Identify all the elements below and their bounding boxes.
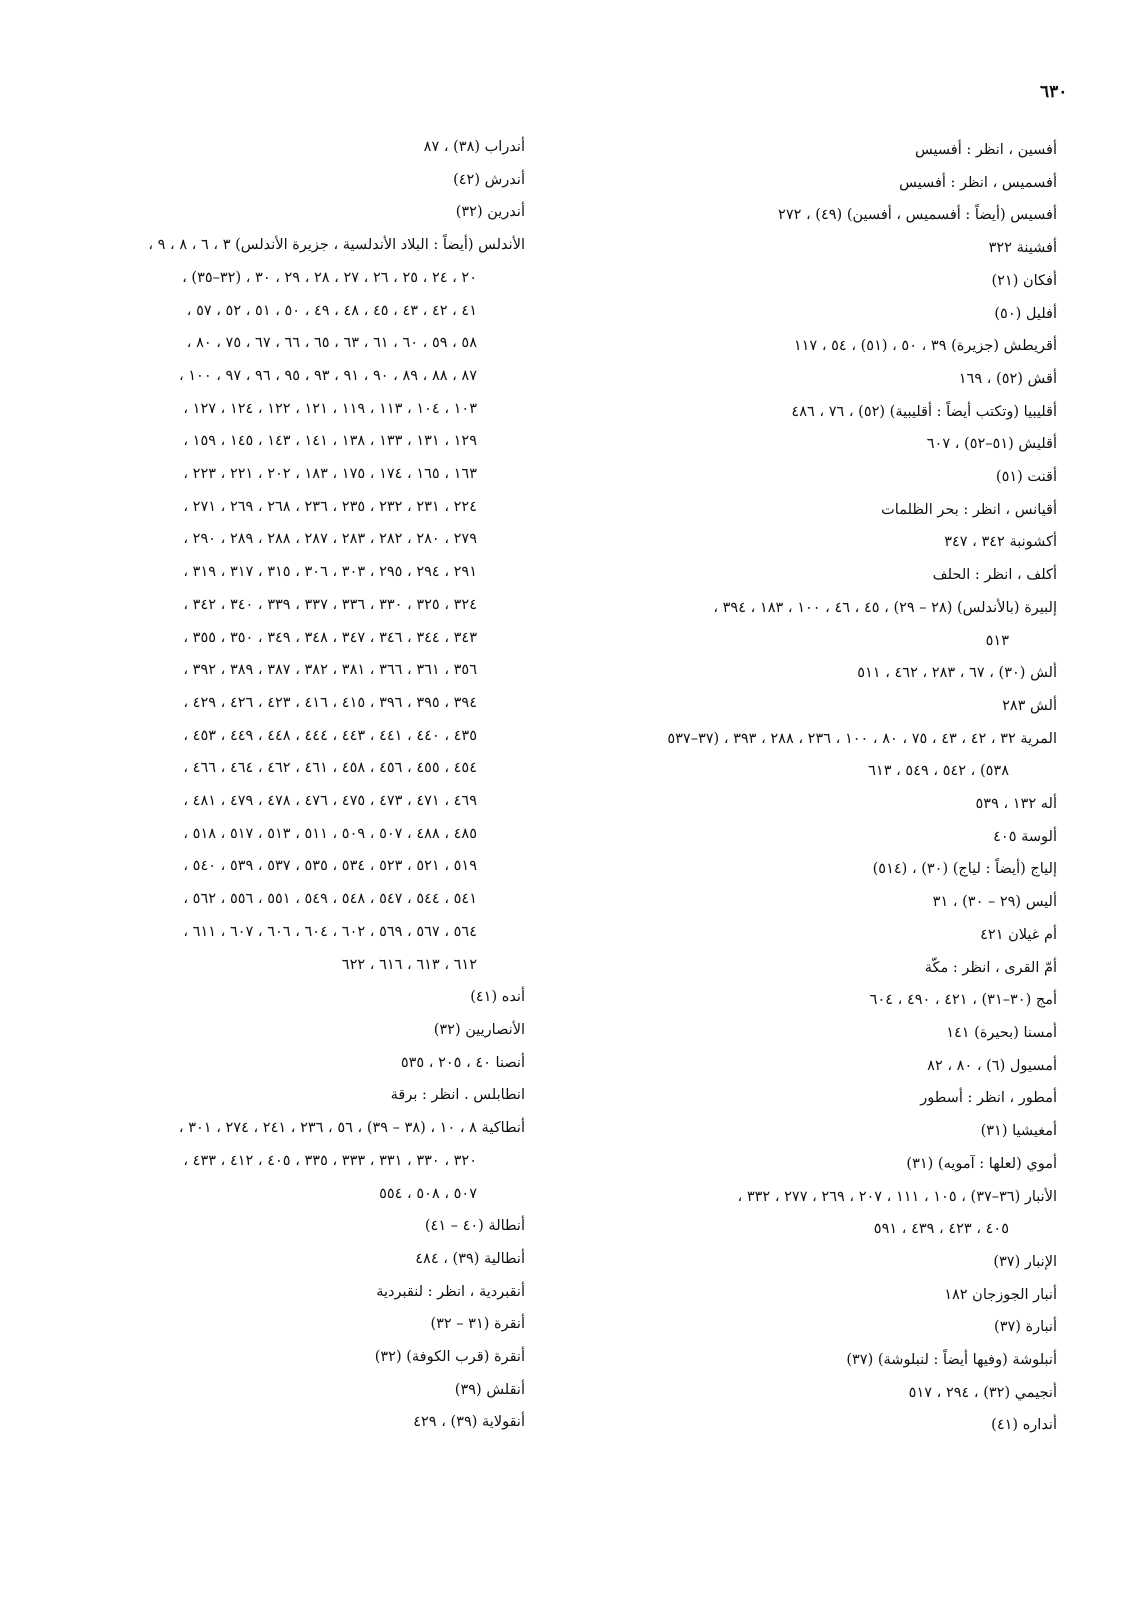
index-entry: أقيانس ، انظر : بحر الظلمات [881, 501, 1057, 518]
index-entry: أكلف ، انظر : الحلف [932, 567, 1057, 584]
index-entry: إلياج (أيضاً : لياج) (٣٠) ، (٥١٤) [872, 861, 1057, 878]
index-entry: أنطالة (٤٠ – ٤١) [424, 1218, 525, 1235]
index-entry: أنطاكية ٨ ، ١٠ ، (٣٨ – ٣٩) ، ٥٦ ، ٢٣٦ ، ٢٤١ ، ٢٧٤ ، ٣٠١ ، [178, 1120, 525, 1137]
index-entry: أندرين (٣٢) [455, 204, 525, 221]
index-entry-continuation: ٥٦٤ ، ٥٦٧ ، ٥٦٩ ، ٦٠٢ ، ٦٠٤ ، ٦٠٦ ، ٦٠٧ ، ٦١١ ، [183, 923, 477, 940]
index-entry: أنبارة (٣٧) [994, 1319, 1057, 1336]
index-entry: أم غيلان ٤٢١ [980, 926, 1057, 943]
index-entry-continuation: ٥٤١ ، ٥٤٤ ، ٥٤٧ ، ٥٤٨ ، ٥٤٩ ، ٥٥١ ، ٥٥٦ ، ٥٦٢ ، [183, 891, 477, 908]
index-entry: أنقلش (٣٩) [454, 1381, 525, 1398]
index-entry-continuation: ١٦٣ ، ١٦٥ ، ١٧٤ ، ١٧٥ ، ١٨٣ ، ٢٠٢ ، ٢٢١ ، ٢٢٣ ، [183, 466, 477, 483]
index-column-right [552, 134, 1057, 1442]
index-entry: أنصنا ٤٠ ، ٢٠٥ ، ٥٣٥ [400, 1054, 525, 1071]
index-entry: أفسيس (أيضاً : أفسميس ، أفسين) (٤٩) ، ٢٧٢ [778, 207, 1057, 224]
index-entry: أنداره (٤١) [991, 1417, 1057, 1434]
index-entry-continuation: ٦١٢ ، ٦١٣ ، ٦١٦ ، ٦٢٢ [341, 956, 477, 973]
index-entry-continuation: ٥١٣ [985, 632, 1009, 649]
index-entry-continuation: ٣٢٤ ، ٣٢٥ ، ٣٣٠ ، ٣٣٦ ، ٣٣٧ ، ٣٣٩ ، ٣٤٠ ، ٣٤٢ ، [183, 596, 477, 613]
index-entry: أمسنا (بحيرة) ١٤١ [946, 1024, 1057, 1041]
index-entry-continuation: ٥٠٧ ، ٥٠٨ ، ٥٥٤ [379, 1185, 477, 1202]
index-entry: أفكان (٢١) [991, 272, 1057, 289]
index-entry-continuation: ٢٩١ ، ٢٩٤ ، ٢٩٥ ، ٣٠٣ ، ٣٠٦ ، ٣١٥ ، ٣١٧ ، ٣١٩ ، [183, 564, 477, 581]
index-entry-continuation: ٤٣٥ ، ٤٤٠ ، ٤٤١ ، ٤٤٣ ، ٤٤٤ ، ٤٤٨ ، ٤٤٩ ، ٤٥٣ ، [183, 727, 477, 744]
index-entry: أقريطش (جزيرة) ٣٩ ، ٥٠ ، (٥١) ، ٥٤ ، ١١٧ [793, 338, 1057, 355]
index-entry-continuation: ١٢٩ ، ١٣١ ، ١٣٣ ، ١٣٨ ، ١٤١ ، ١٤٣ ، ١٤٥ ، ١٥٩ ، [183, 433, 477, 450]
index-entry: أنده (٤١) [470, 989, 525, 1006]
index-entry-continuation: ٣٥٦ ، ٣٦١ ، ٣٦٦ ، ٣٨١ ، ٣٨٢ ، ٣٨٧ ، ٣٨٩ ، ٣٩٢ ، [183, 662, 477, 679]
index-entry: أقنت (٥١) [995, 469, 1057, 486]
index-entry: أفشينة ٣٢٢ [988, 240, 1057, 257]
page-number: ٦٣٠ [1040, 82, 1068, 102]
index-entry: ألش ٢٨٣ [1002, 697, 1057, 714]
index-entry: أفسين ، انظر : أفسيس [914, 142, 1057, 158]
index-entry-continuation: ٨٧ ، ٨٨ ، ٨٩ ، ٩٠ ، ٩١ ، ٩٣ ، ٩٥ ، ٩٦ ، ٩٧ ، ١٠٠ ، [178, 367, 477, 384]
index-entry: أنقرة (٣١ – ٣٢) [430, 1316, 525, 1333]
index-entry: الأنصاريين (٣٢) [433, 1021, 525, 1038]
index-entry: ألوسة ٤٠٥ [993, 828, 1057, 845]
index-entry: أقليش (٥١–٥٢) ، ٦٠٧ [926, 436, 1057, 453]
index-entry: أندراب (٣٨) ، ٨٧ [423, 139, 525, 155]
index-entry: أمغيشيا (٣١) [980, 1123, 1057, 1140]
index-entry: أفليل (٥٠) [994, 305, 1057, 322]
index-entry: أنطالية (٣٩) ، ٤٨٤ [415, 1250, 525, 1267]
index-entry-continuation: ٢٢٤ ، ٢٣١ ، ٢٣٢ ، ٢٣٥ ، ٢٣٦ ، ٢٦٨ ، ٢٦٩ ، ٢٧١ ، [183, 498, 477, 515]
index-entry: أقليبيا (وتكتب أيضاً : أقليبية) (٥٢) ، ٧٦ ، ٤٨٦ [791, 403, 1057, 420]
index-entry: أمطور ، انظر : أسطور [920, 1090, 1057, 1107]
index-entry-continuation: ٤٨٥ ، ٤٨٨ ، ٥٠٧ ، ٥٠٩ ، ٥١١ ، ٥١٣ ، ٥١٧ ، ٥١٨ ، [183, 825, 477, 842]
index-entry: الإنبار (٣٧) [993, 1253, 1057, 1270]
index-entry-continuation: ٥١٩ ، ٥٢١ ، ٥٢٣ ، ٥٣٤ ، ٥٣٥ ، ٥٣٧ ، ٥٣٩ ، ٥٤٠ ، [183, 858, 477, 875]
index-entry: أمّ القرى ، انظر : مكّة [924, 959, 1057, 976]
index-entry-continuation: ٥٣٨) ، ٥٤٢ ، ٥٤٩ ، ٦١٣ [868, 763, 1009, 780]
index-entry: أله ١٣٢ ، ٥٣٩ [975, 796, 1057, 813]
index-entry: ألش (٣٠) ، ٦٧ ، ٢٨٣ ، ٤٦٢ ، ٥١١ [857, 665, 1057, 682]
index-entry: أمسيول (٦) ، ٨٠ ، ٨٢ [927, 1057, 1057, 1074]
index-entry: أنقولاية (٣٩) ، ٤٢٩ [413, 1414, 525, 1431]
index-entry: أمج (٣٠–٣١) ، ٤٢١ ، ٤٩٠ ، ٦٠٤ [869, 992, 1057, 1009]
index-entry-continuation: ٤١ ، ٤٢ ، ٤٣ ، ٤٥ ، ٤٨ ، ٤٩ ، ٥٠ ، ٥١ ، ٥٢ ، ٥٧ ، [186, 302, 477, 319]
index-entry: أليس (٢٩ – ٣٠) ، ٣١ [932, 894, 1057, 911]
index-entry: أنبلوشة (وفيها أيضاً : لنبلوشة) (٣٧) [846, 1352, 1057, 1369]
index-column-left [25, 131, 525, 1439]
index-entry: أنبار الجوزجان ١٨٢ [944, 1286, 1057, 1303]
index-entry: أنجيمي (٣٢) ، ٢٩٤ ، ٥١٧ [908, 1384, 1057, 1401]
index-entry-continuation: ٥٨ ، ٥٩ ، ٦٠ ، ٦١ ، ٦٣ ، ٦٥ ، ٦٦ ، ٦٧ ، ٧٥ ، ٨٠ ، [186, 335, 477, 352]
index-entry: الأنبار (٣٦–٣٧) ، ١٠٥ ، ١١١ ، ٢٠٧ ، ٢٦٩ ، ٢٧٧ ، ٣٣٢ ، [737, 1188, 1057, 1205]
index-entry: أفسميس ، انظر : أفسيس [899, 174, 1057, 191]
index-entry-continuation: ٢٠ ، ٢٤ ، ٢٥ ، ٢٦ ، ٢٧ ، ٢٨ ، ٢٩ ، ٣٠ ، (٣٢–٣٥) ، [182, 269, 477, 286]
index-entry-continuation: ٤٥٤ ، ٤٥٥ ، ٤٥٦ ، ٤٥٨ ، ٤٦١ ، ٤٦٢ ، ٤٦٤ ، ٤٦٦ ، [183, 760, 477, 777]
index-entry: أقش (٥٢) ، ١٦٩ [958, 370, 1057, 387]
index-entry: الأندلس (أيضاً : البلاد الأندلسية ، جزيرة الأندلس) ٣ ، ٦ ، ٨ ، ٩ ، [148, 237, 525, 254]
index-entry: أنقبردية ، انظر : لنقبردية [376, 1283, 525, 1300]
index-entry: أنقرة (قرب الكوفة) (٣٢) [374, 1349, 525, 1366]
index-entry-continuation: ٤٦٩ ، ٤٧١ ، ٤٧٣ ، ٤٧٥ ، ٤٧٦ ، ٤٧٨ ، ٤٧٩ ، ٤٨١ ، [183, 793, 477, 810]
index-entry-continuation: ٣٢٠ ، ٣٣٠ ، ٣٣١ ، ٣٣٣ ، ٣٣٥ ، ٤٠٥ ، ٤١٢ ، ٤٣٣ ، [183, 1152, 477, 1169]
index-entry: المرية ٣٢ ، ٤٢ ، ٤٣ ، ٧٥ ، ٨٠ ، ١٠٠ ، ٢٣٦ ، ٢٨٨ ، ٣٩٣ ، (٣٧–٥٣٧ [667, 730, 1057, 747]
index-entry: أموي (لعلها : آمويه) (٣١) [906, 1155, 1057, 1172]
index-entry: إلبيرة (بالأندلس) (٢٨ – ٢٩) ، ٤٥ ، ٤٦ ، ١٠٠ ، ١٨٣ ، ٣٩٤ ، [713, 599, 1057, 616]
index-entry-continuation: ٣٩٤ ، ٣٩٥ ، ٣٩٦ ، ٤١٥ ، ٤١٦ ، ٤٢٣ ، ٤٢٦ ، ٤٢٩ ، [183, 694, 477, 711]
index-entry: أندرش (٤٢) [453, 171, 525, 188]
index-entry-continuation: ٣٤٣ ، ٣٤٤ ، ٣٤٦ ، ٣٤٧ ، ٣٤٨ ، ٣٤٩ ، ٣٥٠ ، ٣٥٥ ، [183, 629, 477, 646]
index-entry-continuation: ٤٠٥ ، ٤٢٣ ، ٤٣٩ ، ٥٩١ [873, 1221, 1009, 1238]
index-entry-continuation: ٢٧٩ ، ٢٨٠ ، ٢٨٢ ، ٢٨٣ ، ٢٨٧ ، ٢٨٨ ، ٢٨٩ ، ٢٩٠ ، [183, 531, 477, 548]
index-entry: أكشونبة ٣٤٢ ، ٣٤٧ [944, 534, 1057, 551]
index-entry: انطابلس . انظر : برقة [390, 1087, 525, 1104]
index-entry-continuation: ١٠٣ ، ١٠٤ ، ١١٣ ، ١١٩ ، ١٢١ ، ١٢٢ ، ١٢٤ ، ١٢٧ ، [183, 400, 477, 417]
